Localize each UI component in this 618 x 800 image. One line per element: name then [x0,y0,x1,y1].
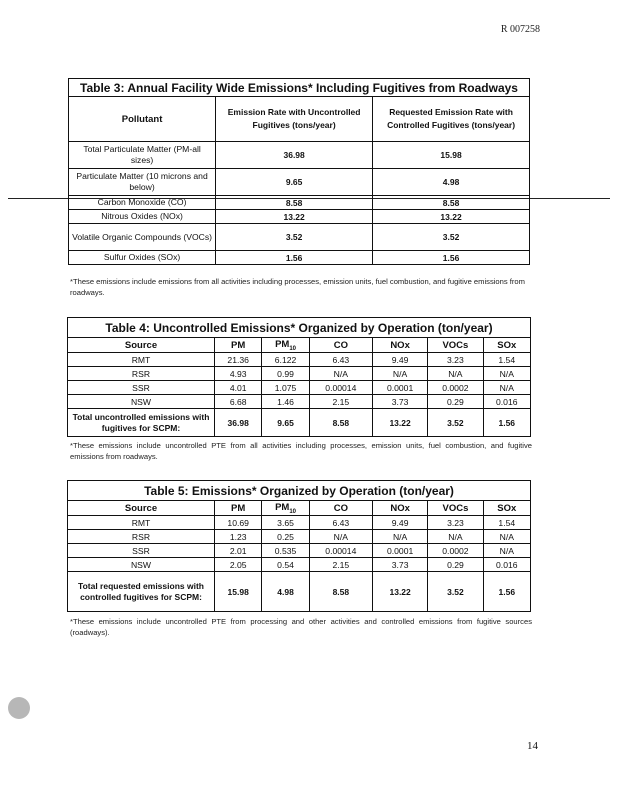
sox-cell: 1.54 [483,353,530,367]
table-row [69,169,530,196]
uncontrolled-cell: 13.22 [216,210,373,224]
pm10-base: PM [275,338,290,350]
table-row [69,142,530,169]
table-row [68,516,531,530]
co-cell: N/A [309,367,372,381]
controlled-cell: 4.98 [373,169,530,196]
table-caption-row [68,481,531,501]
table-row [68,381,531,395]
table-header-row [68,338,531,353]
source-cell: RMT [68,353,215,367]
table-row [68,367,531,381]
co-cell: 0.00014 [309,544,372,558]
co-cell: 2.15 [309,395,372,409]
pm10-cell: 3.65 [262,516,309,530]
pm10-cell: 0.535 [262,544,309,558]
source-cell: SSR [68,381,215,395]
col-header-source: Source [68,501,215,516]
table-row [68,558,531,572]
sox-cell: N/A [483,381,530,395]
total-row [68,409,531,437]
pm-cell: 21.36 [215,353,262,367]
co-cell: 6.43 [309,353,372,367]
sox-cell: 0.016 [483,558,530,572]
sox-cell: N/A [483,544,530,558]
col-header-vocs: VOCs [428,501,483,516]
co-cell: 0.00014 [309,381,372,395]
pollutant-cell: Sulfur Oxides (SOx) [69,251,216,265]
table-row [68,395,531,409]
vocs-cell: N/A [428,367,483,381]
col-header-pm: PM [215,501,262,516]
uncontrolled-cell: 8.58 [216,196,373,210]
pm10-total-cell: 9.65 [262,409,309,437]
uncontrolled-cell: 3.52 [216,224,373,251]
pm10-cell: 0.25 [262,530,309,544]
col-header-nox: NOx [372,338,427,353]
table-4 [67,317,531,437]
pm-cell: 4.93 [215,367,262,381]
table-4-footnote: *These emissions include uncontrolled PTE from all activities including processes, emission units, fuel combustion, and fugitive emissions from roadways. [70,441,532,461]
table-5-footnote: *These emissions include uncontrolled PTE from processing and other activities and controlled emissions from fugitive sources (roadways). [70,617,532,637]
sox-cell: 1.54 [483,516,530,530]
uncontrolled-cell: 1.56 [216,251,373,265]
table-caption-row [68,318,531,338]
source-cell: NSW [68,395,215,409]
table-3-footnote: *These emissions include emissions from all activities including processes, emission units, fuel combustion, and fugitive emissions from roadways. [70,277,525,297]
pm10-base: PM [275,501,290,513]
uncontrolled-cell: 36.98 [216,142,373,169]
nox-cell: 3.73 [372,395,427,409]
pollutant-cell: Total Particulate Matter (PM-all sizes) [69,142,216,169]
sox-cell: 0.016 [483,395,530,409]
pollutant-cell: Nitrous Oxides (NOx) [69,210,216,224]
pollutant-cell: Particulate Matter (10 microns and below) [69,169,216,196]
vocs-cell: 0.29 [428,395,483,409]
controlled-cell: 3.52 [373,224,530,251]
nox-cell: 0.0001 [372,544,427,558]
vocs-cell: 0.0002 [428,544,483,558]
table-row [68,544,531,558]
col-header-vocs: VOCs [428,338,483,353]
table-row [69,210,530,224]
uncontrolled-cell: 9.65 [216,169,373,196]
controlled-cell: 1.56 [373,251,530,265]
vocs-cell: 3.23 [428,353,483,367]
table-4-title: Table 4: Uncontrolled Emissions* Organized by Operation (ton/year) [68,318,531,338]
pm10-subscript: 10 [289,508,296,515]
pm10-cell: 1.075 [262,381,309,395]
nox-cell: 3.73 [372,558,427,572]
vocs-total-cell: 3.52 [428,572,483,612]
total-label-cell: Total uncontrolled emissions with fugitives for SCPM: [68,409,215,437]
pm-cell: 10.69 [215,516,262,530]
table-row [68,353,531,367]
col-header-controlled: Requested Emission Rate with Controlled Fugitives (tons/year) [373,97,530,142]
nox-cell: 9.49 [372,353,427,367]
pm10-cell: 0.54 [262,558,309,572]
punch-hole-mark [8,697,30,719]
controlled-cell: 13.22 [373,210,530,224]
vocs-cell: 3.23 [428,516,483,530]
table-5 [67,480,531,612]
col-header-source: Source [68,338,215,353]
nox-cell: 0.0001 [372,381,427,395]
col-header-pm: PM [215,338,262,353]
source-cell: RSR [68,530,215,544]
col-header-sox: SOx [483,501,530,516]
pm-cell: 2.01 [215,544,262,558]
controlled-cell: 15.98 [373,142,530,169]
pollutant-cell: Carbon Monoxide (CO) [69,196,216,210]
page-number: 14 [527,740,538,752]
source-cell: RSR [68,367,215,381]
pm10-subscript: 10 [289,345,296,352]
sox-total-cell: 1.56 [483,572,530,612]
vocs-total-cell: 3.52 [428,409,483,437]
col-header-pm10 [262,501,309,516]
nox-total-cell: 13.22 [372,572,427,612]
col-header-pm10 [262,338,309,353]
pm-total-cell: 15.98 [215,572,262,612]
col-header-sox: SOx [483,338,530,353]
co-cell: 6.43 [309,516,372,530]
co-total-cell: 8.58 [309,409,372,437]
vocs-cell: N/A [428,530,483,544]
source-cell: SSR [68,544,215,558]
col-header-pollutant: Pollutant [69,97,216,142]
nox-total-cell: 13.22 [372,409,427,437]
pm10-cell: 0.99 [262,367,309,381]
nox-cell: N/A [372,367,427,381]
nox-cell: N/A [372,530,427,544]
table-caption-row [69,79,530,97]
source-cell: NSW [68,558,215,572]
pm-total-cell: 36.98 [215,409,262,437]
table-header-row [69,97,530,142]
total-row [68,572,531,612]
col-header-nox: NOx [372,501,427,516]
pollutant-cell: Volatile Organic Compounds (VOCs) [69,224,216,251]
table-header-row [68,501,531,516]
table-row [68,530,531,544]
col-header-co: CO [309,501,372,516]
controlled-cell: 8.58 [373,196,530,210]
table-row [69,196,530,210]
co-total-cell: 8.58 [309,572,372,612]
sox-cell: N/A [483,530,530,544]
nox-cell: 9.49 [372,516,427,530]
pm-cell: 2.05 [215,558,262,572]
sox-cell: N/A [483,367,530,381]
vocs-cell: 0.0002 [428,381,483,395]
col-header-co: CO [309,338,372,353]
sox-total-cell: 1.56 [483,409,530,437]
co-cell: 2.15 [309,558,372,572]
pm10-cell: 6.122 [262,353,309,367]
total-label-cell: Total requested emissions with controlled fugitives for SCPM: [68,572,215,612]
pm-cell: 4.01 [215,381,262,395]
pm10-cell: 1.46 [262,395,309,409]
pm-cell: 6.68 [215,395,262,409]
vocs-cell: 0.29 [428,558,483,572]
table-3 [68,78,530,265]
table-3-title: Table 3: Annual Facility Wide Emissions* Including Fugitives from Roadways [69,79,530,97]
table-row [69,251,530,265]
bates-number: R 007258 [500,24,540,35]
pm-cell: 1.23 [215,530,262,544]
table-5-title: Table 5: Emissions* Organized by Operation (ton/year) [68,481,531,501]
table-row [69,224,530,251]
col-header-uncontrolled: Emission Rate with Uncontrolled Fugitives (tons/year) [216,97,373,142]
pm10-total-cell: 4.98 [262,572,309,612]
source-cell: RMT [68,516,215,530]
co-cell: N/A [309,530,372,544]
